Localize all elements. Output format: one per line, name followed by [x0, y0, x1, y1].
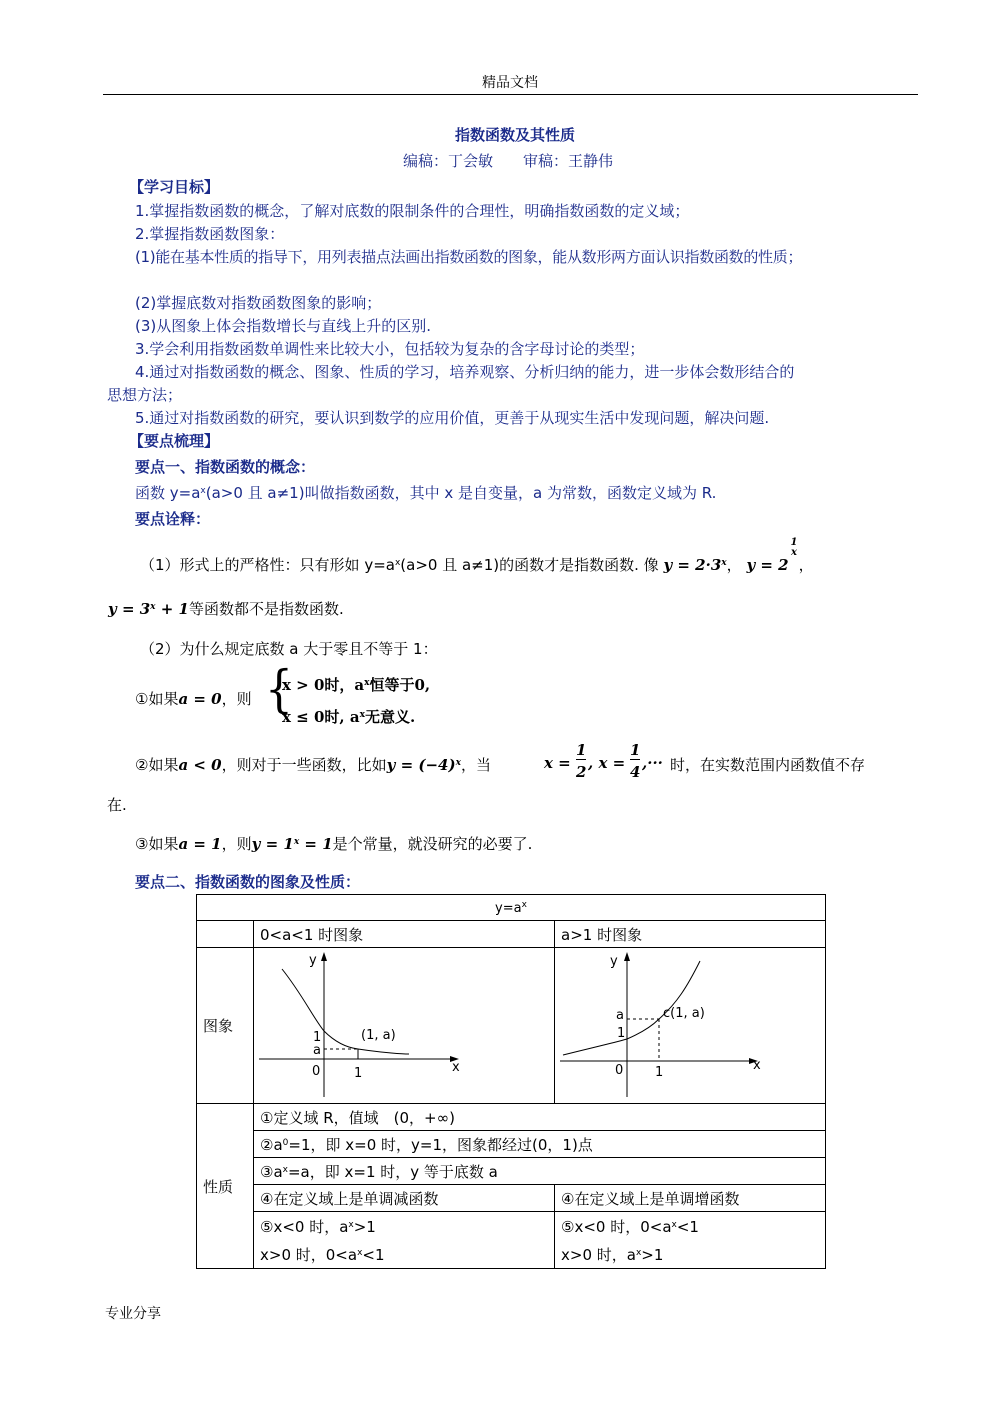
- prop-1: ①定义域 R，值域 (0，+∞): [254, 1104, 826, 1131]
- properties-table: [196, 894, 826, 1269]
- origin-label: 0: [615, 1062, 624, 1078]
- prop-2: $②a^0=1$，即 x=0 时，y=1，图象都经过(0，1)点: [254, 1131, 826, 1158]
- point-label: (1, a): [361, 1027, 396, 1043]
- case-3: ③如果a = 1，则$y = 1^x = 1$是个常量，就没研究的必要了.: [135, 835, 533, 853]
- goal-2: 2.掌握指数函数图象：: [135, 225, 285, 243]
- point1-heading: 要点一、指数函数的概念：: [135, 458, 316, 476]
- goal-2-3: (3)从图象上体会指数增长与直线上升的区别.: [135, 317, 432, 335]
- note-1-cont: $y = 3^x + 1$等函数都不是指数函数.: [108, 600, 344, 618]
- case-2-tail: 时，在实数范围内函数值不存: [670, 756, 866, 774]
- col-header-decreasing: 0<a<1 时图象: [254, 921, 555, 948]
- y-axis-label: y: [309, 952, 317, 968]
- y-tick-one: 1: [617, 1025, 626, 1041]
- goal-4-cont: 思想方法；: [107, 386, 183, 404]
- notes-heading: 要点诠释：: [135, 510, 211, 528]
- doc-authors: 编稿：丁会敏 审稿：王静伟: [403, 152, 614, 170]
- table-title: $y=a^x$: [197, 895, 826, 921]
- goal-2-2: (2)掌握底数对指数函数图象的影响；: [135, 294, 382, 312]
- y-tick-a: a: [313, 1042, 321, 1058]
- case-1-line1: x > 0时，$a^x$恒等于0,: [282, 676, 431, 694]
- graph-increasing: [555, 949, 825, 1103]
- example-3: $y = 3^x + 1$: [108, 600, 189, 618]
- point-label: c(1, a): [663, 1005, 705, 1021]
- y-axis-label: y: [610, 953, 618, 969]
- footer-text: 专业分享: [105, 1306, 161, 1322]
- col-header-increasing: a>1 时图象: [555, 921, 826, 948]
- note-1: （1）形式上的严格性：只有形如 $y=a^x(a>0$ 且 a≠1)的函数才是指数函数. 像 $y = 2\cdot 3^x$， y = 2 1 x ，: [140, 537, 814, 574]
- goal-5: 5.通过对指数函数的研究，要认识到数学的应用价值，更善于从现实生活中发现问题，解决问题.: [135, 409, 770, 427]
- goal-3: 3.学会利用指数函数单调性来比较大小，包括较为复杂的含字母讨论的类型；: [135, 340, 645, 358]
- origin-label: 0: [312, 1063, 321, 1079]
- case-1: ①如果a = 0，则: [135, 690, 252, 708]
- example-1: $y = 2\cdot 3^x$: [663, 556, 727, 574]
- case-2: ②如果a < 0，则对于一些函数，比如$y = (-4)^x$，当: [135, 756, 491, 774]
- points-heading: 【要点梳理】: [129, 432, 220, 450]
- graph-decreasing: [254, 949, 554, 1103]
- point2-heading: 要点二、指数函数的图象及性质：: [135, 873, 361, 891]
- header-title: 精品文档: [482, 75, 538, 91]
- goals-heading: 【学习目标】: [129, 178, 220, 196]
- prop-4-decreasing: ④在定义域上是单调减函数: [254, 1185, 555, 1212]
- case-1-line2: x ≤ 0时, $a^x$无意义.: [282, 708, 416, 726]
- goal-1: 1.掌握指数函数的概念，了解对底数的限制条件的合理性，明确指数函数的定义域；: [135, 202, 690, 220]
- prop-4-increasing: ④在定义域上是单调增函数: [555, 1185, 826, 1212]
- prop-3: $③a^x=a$，即 x=1 时，y 等于底数 a: [254, 1158, 826, 1185]
- goal-2-1: (1)能在基本性质的指导下，用列表描点法画出指数函数的图象，能从数形两方面认识指数函数的性质；: [135, 248, 803, 266]
- header-divider: [103, 94, 918, 95]
- note-2: （2）为什么规定底数 a 大于零且不等于 1：: [140, 640, 438, 658]
- graph-decreasing-cell: [254, 948, 555, 1104]
- point1-definition: 函数 $y=a^x(a>0$ 且 a≠1)叫做指数函数，其中 x 是自变量，a 为常数，函数定义域为 R.: [135, 484, 717, 502]
- prop-5-increasing: ⑤x<0 时，$0<a^x<1$ x>0 时，$a^x>1$: [555, 1212, 826, 1269]
- y-tick-a: a: [616, 1007, 624, 1023]
- x-axis-label: x: [452, 1059, 460, 1075]
- prop-5-decreasing: ⑤x<0 时，$a^x>1$ x>0 时，$0<a^x<1$: [254, 1212, 555, 1269]
- case-2-tail-cont: 在.: [107, 796, 127, 814]
- doc-title: 指数函数及其性质: [455, 126, 576, 144]
- y-tick-one: 1: [313, 1029, 322, 1045]
- case-1-brace: {: [265, 660, 293, 719]
- goal-4: 4.通过对指数函数的概念、图象、性质的学习，培养观察、分析归纳的能力，进一步体会数形结合的: [135, 363, 795, 381]
- x-tick-one: 1: [655, 1064, 664, 1080]
- example-2: y = 2 1 x: [746, 537, 798, 574]
- x-axis-label: x: [753, 1057, 761, 1073]
- row-label-props: 性质: [197, 1104, 254, 1269]
- x-tick-one: 1: [354, 1065, 363, 1081]
- row-label-graph: 图象: [197, 948, 254, 1104]
- graph-increasing-cell: [555, 948, 826, 1104]
